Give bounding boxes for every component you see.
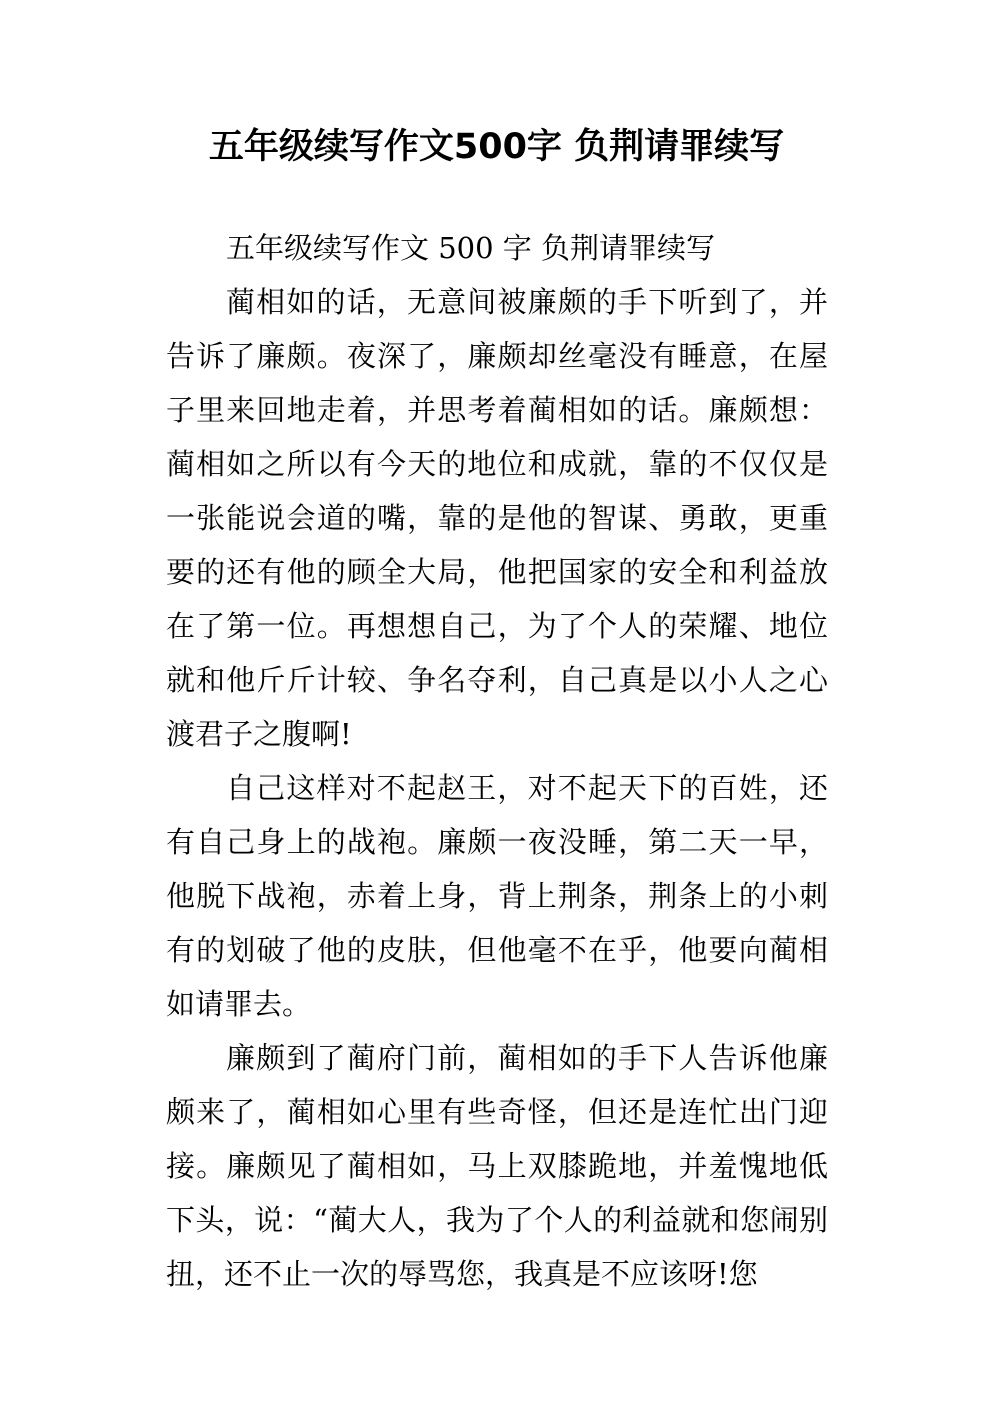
paragraph-1: 蔺相如的话，无意间被廉颇的手下听到了，并告诉了廉颇。夜深了，廉颇却丝毫没有睡意，在屋子里来回地走着，并思考着蔺相如的话。廉颇想：蔺相如之所以有今天的地位和成就，靠的不仅仅是一张能说会道的嘴，靠的是他的智谋、勇敢，更重要的还有他的顾全大局，他把国家的安全和利益放在了第一位。再想想自己，为了个人的荣耀、地位就和他斤斤计较、争名夺利，自己真是以小人之心渡君子之腹啊! xyxy=(166,285,828,751)
document-body xyxy=(166,221,828,1301)
document-title: 五年级续写作文500字 负荆请罪续写 xyxy=(208,127,785,167)
paragraph-3: 廉颇到了蔺府门前，蔺相如的手下人告诉他廉颇来了，蔺相如心里有些奇怪，但还是连忙出门迎接。廉颇见了蔺相如，马上双膝跪地，并羞愧地低下头，说：“蔺大人，我为了个人的利益就和您闹别扭，还不止一次的辱骂您，我真是不应该呀!您 xyxy=(166,1041,828,1291)
paragraph-2: 自己这样对不起赵王，对不起天下的百姓，还有自己身上的战袍。廉颇一夜没睡，第二天一早，他脱下战袍，赤着上身，背上荆条，荆条上的小刺有的划破了他的皮肤，但他毫不在乎，他要向蔺相如请罪去。 xyxy=(166,771,828,1021)
document-subtitle: 五年级续写作文 500 字 负荆请罪续写 xyxy=(226,231,716,265)
